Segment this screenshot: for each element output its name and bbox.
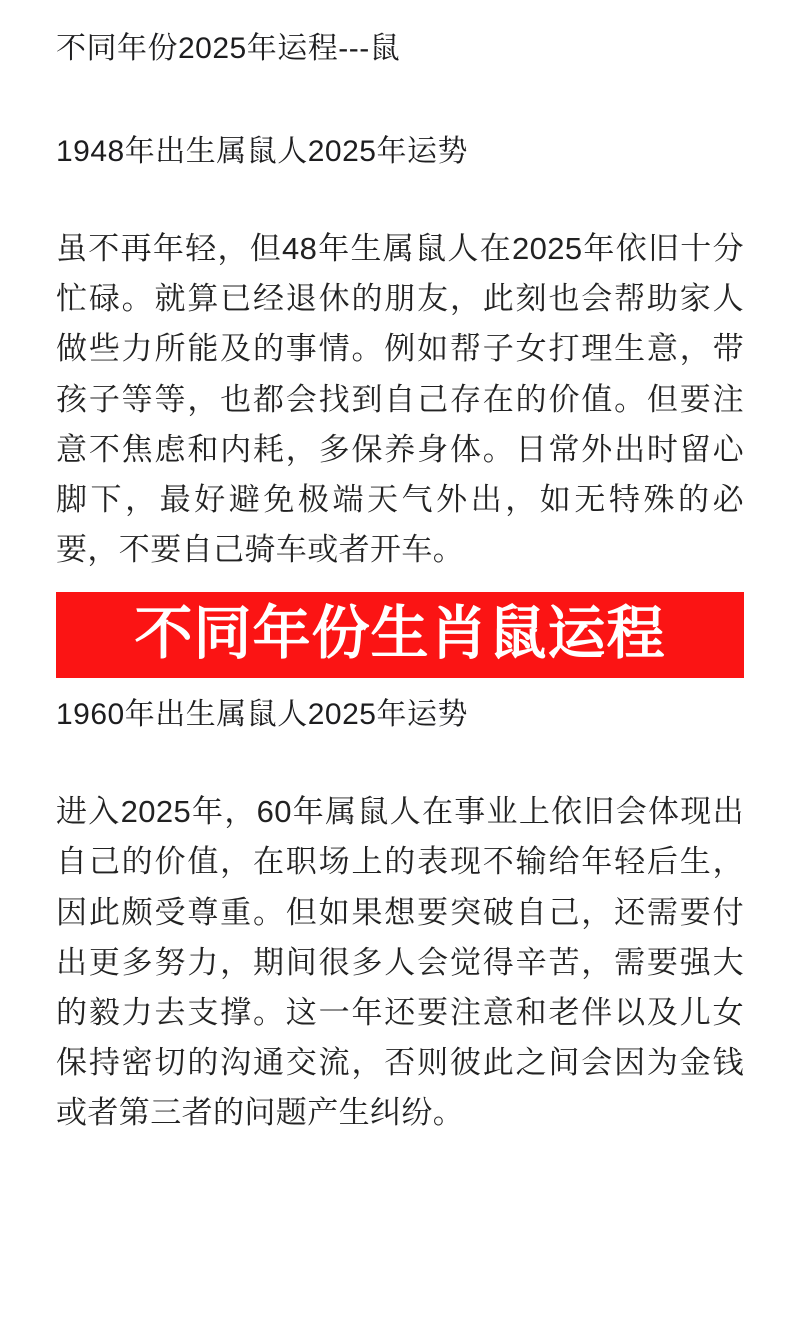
section-heading-1948: 1948年出生属鼠人2025年运势 <box>56 135 468 168</box>
section-paragraph-1960: 进入2025年，60年属鼠人在事业上依旧会体现出自己的价值，在职场上的表现不输给年轻后生，因此颇受尊重。但如果想要突破自己，还需要付出更多努力，期间很多人会觉得辛苦，需要强大的毅力去支撑。这一年还要注意和老伴以及儿女保持密切的沟通交流，否则彼此之间会因为金钱或者第三者的问题产生纠纷。 <box>56 794 744 1131</box>
spacer <box>56 174 744 224</box>
spacer <box>56 737 744 787</box>
promo-banner <box>56 592 744 679</box>
section-paragraph-1948: 虽不再年轻，但48年生属鼠人在2025年依旧十分忙碌。就算已经退休的朋友，此刻也会帮助家人做些力所能及的事情。例如帮子女打理生意，带孩子等等，也都会找到自己存在的价值。但要注意不焦虑和内耗，多保养身体。日常外出时留心脚下，最好避免极端天气外出，如无特殊的必要，不要自己骑车或者开车。 <box>56 231 744 568</box>
section-heading-1960: 1960年出生属鼠人2025年运势 <box>56 698 468 732</box>
page-title: 不同年份2025年运程---鼠 <box>56 32 401 65</box>
promo-banner-text: 不同年份生肖鼠运程 <box>134 598 666 667</box>
spacer <box>56 71 744 129</box>
